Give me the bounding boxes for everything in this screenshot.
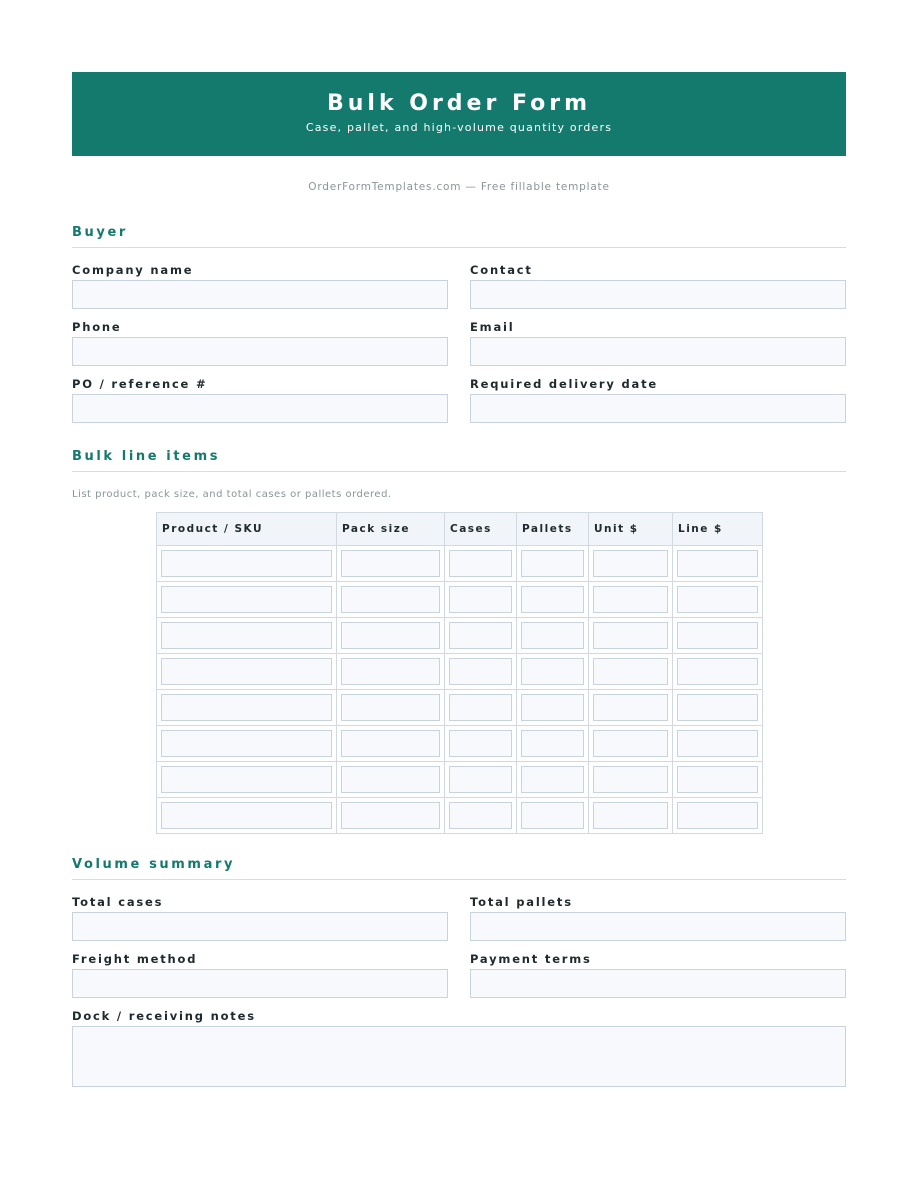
dock-notes-group — [72, 1008, 846, 1087]
order-form-page — [72, 72, 846, 1087]
table-cell — [445, 654, 517, 690]
table-cell — [337, 798, 445, 834]
table-cell — [517, 726, 589, 762]
pack-size-input[interactable] — [341, 586, 440, 613]
line-input[interactable] — [677, 694, 758, 721]
pallets-input[interactable] — [521, 694, 584, 721]
column-header-product-sku: Product / SKU — [157, 513, 337, 546]
table-cell — [589, 690, 673, 726]
unit-input[interactable] — [593, 766, 668, 793]
line-input[interactable] — [677, 730, 758, 757]
product-sku-input[interactable] — [161, 694, 332, 721]
table-cell — [589, 726, 673, 762]
table-cell — [445, 618, 517, 654]
pack-size-input[interactable] — [341, 622, 440, 649]
table-cell — [517, 690, 589, 726]
table-cell — [673, 654, 763, 690]
table-cell — [337, 582, 445, 618]
cases-input[interactable] — [449, 694, 512, 721]
table-cell — [673, 582, 763, 618]
table-cell — [337, 546, 445, 582]
table-cell — [157, 762, 337, 798]
cases-input[interactable] — [449, 802, 512, 829]
table-cell — [673, 618, 763, 654]
table-cell — [445, 582, 517, 618]
line-items-body — [157, 546, 763, 834]
pack-size-input[interactable] — [341, 658, 440, 685]
payment-terms-group — [470, 951, 846, 998]
column-header-unit: Unit $ — [589, 513, 673, 546]
form-title: Bulk Order Form — [326, 91, 591, 116]
line-items-hint: List product, pack size, and total cases or pallets ordered. — [72, 489, 392, 500]
table-cell — [673, 546, 763, 582]
phone-label: Phone — [72, 320, 122, 334]
volume-summary-heading: Volume summary — [72, 856, 846, 880]
freight-method-field[interactable] — [72, 969, 448, 998]
unit-input[interactable] — [593, 802, 668, 829]
product-sku-input[interactable] — [161, 658, 332, 685]
table-cell — [157, 726, 337, 762]
unit-input[interactable] — [593, 586, 668, 613]
table-cell — [517, 654, 589, 690]
table-row — [157, 546, 763, 582]
unit-input[interactable] — [593, 730, 668, 757]
table-cell — [589, 798, 673, 834]
column-header-cases: Cases — [445, 513, 517, 546]
freight-method-label: Freight method — [72, 952, 198, 966]
cases-input[interactable] — [449, 658, 512, 685]
table-cell — [589, 654, 673, 690]
table-cell — [337, 654, 445, 690]
pallets-input[interactable] — [521, 550, 584, 577]
email-field[interactable] — [470, 337, 846, 366]
table-cell — [589, 582, 673, 618]
table-cell — [445, 546, 517, 582]
line-items-heading: Bulk line items — [72, 448, 846, 472]
cases-input[interactable] — [449, 622, 512, 649]
table-cell — [673, 726, 763, 762]
pack-size-input[interactable] — [341, 730, 440, 757]
table-cell — [337, 690, 445, 726]
table-cell — [157, 690, 337, 726]
unit-input[interactable] — [593, 694, 668, 721]
line-items-table — [156, 512, 763, 834]
product-sku-input[interactable] — [161, 802, 332, 829]
table-cell — [157, 654, 337, 690]
contact-group — [470, 262, 846, 309]
line-input[interactable] — [677, 586, 758, 613]
pallets-input[interactable] — [521, 730, 584, 757]
pack-size-input[interactable] — [341, 802, 440, 829]
column-header-pallets: Pallets — [517, 513, 589, 546]
table-cell — [157, 618, 337, 654]
line-input[interactable] — [677, 766, 758, 793]
table-cell — [517, 546, 589, 582]
table-cell — [517, 618, 589, 654]
table-cell — [589, 546, 673, 582]
po-reference-label: PO / reference # — [72, 377, 208, 391]
summary-fields — [72, 894, 846, 1087]
pallets-input[interactable] — [521, 802, 584, 829]
line-input[interactable] — [677, 550, 758, 577]
table-row — [157, 798, 763, 834]
buyer-section — [72, 224, 846, 423]
table-cell — [589, 618, 673, 654]
cases-input[interactable] — [449, 766, 512, 793]
table-cell — [157, 546, 337, 582]
table-cell — [445, 690, 517, 726]
pack-size-input[interactable] — [341, 694, 440, 721]
buyer-heading: Buyer — [72, 224, 846, 248]
payment-terms-field[interactable] — [470, 969, 846, 998]
column-header-line: Line $ — [673, 513, 763, 546]
cases-input[interactable] — [449, 586, 512, 613]
pallets-input[interactable] — [521, 586, 584, 613]
line-items-section — [72, 448, 846, 834]
po-reference-field[interactable] — [72, 394, 448, 423]
table-cell — [337, 726, 445, 762]
table-cell — [445, 798, 517, 834]
buyer-fields — [72, 262, 846, 423]
table-cell — [673, 690, 763, 726]
unit-input[interactable] — [593, 658, 668, 685]
pack-size-input[interactable] — [341, 766, 440, 793]
table-cell — [589, 762, 673, 798]
table-cell — [517, 798, 589, 834]
table-cell — [337, 618, 445, 654]
table-row — [157, 690, 763, 726]
pack-size-input[interactable] — [341, 550, 440, 577]
table-cell — [445, 762, 517, 798]
dock-notes-field[interactable] — [72, 1026, 846, 1087]
table-cell — [337, 762, 445, 798]
table-cell — [517, 582, 589, 618]
phone-group — [72, 319, 448, 366]
table-cell — [157, 582, 337, 618]
line-items-header-row — [157, 513, 763, 546]
delivery-date-field[interactable] — [470, 394, 846, 423]
product-sku-input[interactable] — [161, 586, 332, 613]
email-label: Email — [470, 320, 515, 334]
table-row — [157, 582, 763, 618]
total-cases-field[interactable] — [72, 912, 448, 941]
cases-input[interactable] — [449, 550, 512, 577]
line-input[interactable] — [677, 622, 758, 649]
table-row — [157, 726, 763, 762]
column-header-pack-size: Pack size — [337, 513, 445, 546]
total-cases-group — [72, 894, 448, 941]
contact-field[interactable] — [470, 280, 846, 309]
line-input[interactable] — [677, 802, 758, 829]
company-name-field[interactable] — [72, 280, 448, 309]
product-sku-input[interactable] — [161, 766, 332, 793]
table-cell — [673, 762, 763, 798]
unit-input[interactable] — [593, 622, 668, 649]
payment-terms-label: Payment terms — [470, 952, 592, 966]
header-banner — [72, 72, 846, 156]
form-subtitle: Case, pallet, and high-volume quantity orders — [305, 121, 613, 134]
delivery-date-group — [470, 376, 846, 423]
total-pallets-group — [470, 894, 846, 941]
source-line: OrderFormTemplates.com — Free fillable template — [308, 181, 610, 193]
total-pallets-field[interactable] — [470, 912, 846, 941]
delivery-date-label: Required delivery date — [470, 377, 658, 391]
contact-label: Contact — [470, 263, 533, 277]
dock-notes-label: Dock / receiving notes — [72, 1009, 256, 1023]
pallets-input[interactable] — [521, 622, 584, 649]
phone-field[interactable] — [72, 337, 448, 366]
volume-summary-section — [72, 856, 846, 1087]
table-cell — [517, 762, 589, 798]
table-cell — [673, 798, 763, 834]
total-pallets-label: Total pallets — [470, 895, 573, 909]
company-name-label: Company name — [72, 263, 194, 277]
product-sku-input[interactable] — [161, 550, 332, 577]
pallets-input[interactable] — [521, 766, 584, 793]
total-cases-label: Total cases — [72, 895, 164, 909]
table-cell — [445, 726, 517, 762]
cases-input[interactable] — [449, 730, 512, 757]
product-sku-input[interactable] — [161, 730, 332, 757]
product-sku-input[interactable] — [161, 622, 332, 649]
line-input[interactable] — [677, 658, 758, 685]
table-row — [157, 618, 763, 654]
table-row — [157, 762, 763, 798]
pallets-input[interactable] — [521, 658, 584, 685]
po-reference-group — [72, 376, 448, 423]
company-name-group — [72, 262, 448, 309]
table-row — [157, 654, 763, 690]
unit-input[interactable] — [593, 550, 668, 577]
email-group — [470, 319, 846, 366]
freight-method-group — [72, 951, 448, 998]
table-cell — [157, 798, 337, 834]
